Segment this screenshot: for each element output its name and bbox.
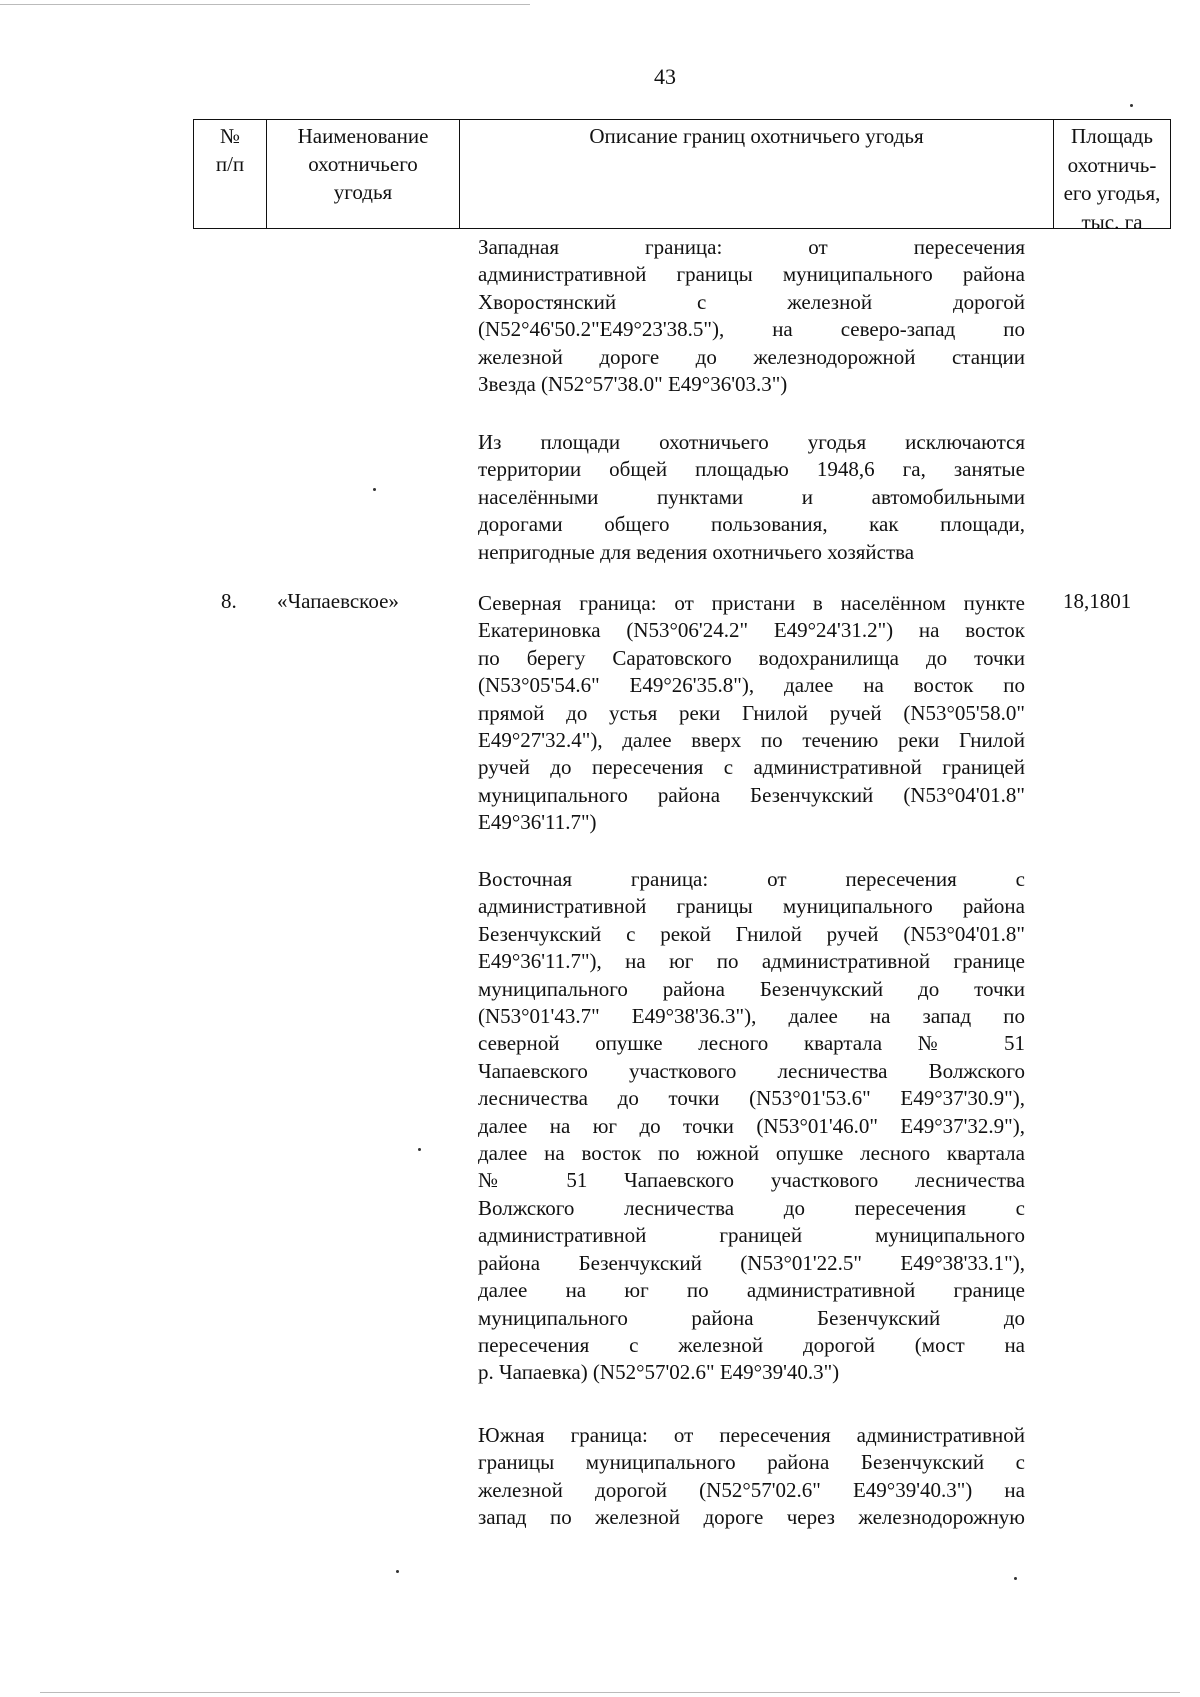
text-line: района Безенчукский (N53°01'22.5" E49°38'33.1"), bbox=[478, 1250, 1025, 1275]
text-line: по берегу Саратовского водохранилища до точки bbox=[478, 645, 1025, 670]
text-line: Южная граница: от пересечения административной bbox=[478, 1423, 1025, 1447]
text-line: Волжского лесничества до пересечения с bbox=[478, 1195, 1025, 1220]
text-line: далее на юг до точки (N53°01'46.0" E49°37'32.9"), bbox=[478, 1113, 1025, 1138]
text-line: дорогами общего пользования, как площади, bbox=[478, 512, 1025, 537]
scan-artifact-top bbox=[0, 4, 530, 5]
text-line: административной границы муниципального района bbox=[478, 894, 1025, 919]
text-line: (N53°01'43.7" E49°38'36.3"), далее на запад по bbox=[478, 1004, 1025, 1029]
text-line: Безенчукский с рекой Гнилой ручей (N53°04'01.8" bbox=[478, 921, 1025, 946]
text-line: далее на восток по южной опушке лесного квартала bbox=[478, 1141, 1025, 1166]
text-line: Звезда (N52°57'38.0" E49°36'03.3") bbox=[478, 372, 788, 397]
text-line: (N53°05'54.6" E49°26'35.8"), далее на восток по bbox=[478, 673, 1025, 698]
text-line: территории общей площадью 1948,6 га, занятые bbox=[478, 457, 1025, 482]
boundary-north-paragraph bbox=[478, 590, 1025, 837]
text-line: E49°36'11.7"), на юг по административной границе bbox=[478, 949, 1025, 974]
scan-speck bbox=[373, 488, 376, 491]
table-header bbox=[193, 119, 1171, 234]
header-col-description bbox=[459, 120, 1053, 228]
text-line: железной дороге до железнодорожной станции bbox=[478, 344, 1025, 369]
header-col-number bbox=[194, 120, 266, 228]
text-line: Восточная граница: от пересечения с bbox=[478, 867, 1025, 891]
boundary-south-paragraph bbox=[478, 1422, 1025, 1532]
header-text: его угодья, bbox=[1063, 181, 1161, 205]
text-line: муниципального района Безенчукский (N53°04'01.8" bbox=[478, 782, 1025, 807]
row-number: 8. bbox=[221, 589, 237, 613]
text-line: (N52°46'50.2"E49°23'38.5"), на северо-запад по bbox=[478, 317, 1025, 342]
text-line: административной границы муниципального района bbox=[478, 262, 1025, 287]
text-line: границы муниципального района Безенчукский с bbox=[478, 1450, 1025, 1475]
text-line: пересечения с железной дорогой (мост на bbox=[478, 1332, 1025, 1357]
header-text: охотничь- bbox=[1067, 152, 1157, 177]
text-line: административной границей муниципального bbox=[478, 1223, 1025, 1248]
header-text: Площадь bbox=[1071, 124, 1153, 148]
text-line: муниципального района Безенчукский до точки bbox=[478, 976, 1025, 1001]
header-text: охотничьего bbox=[308, 152, 418, 176]
header-text: угодья bbox=[333, 180, 393, 204]
header-col-area bbox=[1053, 120, 1170, 234]
text-line: прямой до устья реки Гнилой ручей (N53°05'58.0" bbox=[478, 700, 1025, 725]
text-line: железной дорогой (N52°57'02.6" E49°39'40.3") на bbox=[478, 1477, 1025, 1502]
text-line: лесничества до точки (N53°01'53.6" E49°37'30.9"), bbox=[478, 1086, 1025, 1111]
scan-speck bbox=[1130, 104, 1133, 107]
header-text: тыс. га bbox=[1081, 209, 1143, 234]
text-line: населёнными пунктами и автомобильными bbox=[478, 484, 1025, 509]
scan-artifact-bottom bbox=[40, 1692, 1180, 1693]
text-line: далее на юг по административной границе bbox=[478, 1278, 1025, 1303]
scan-speck bbox=[396, 1570, 399, 1573]
boundary-west-paragraph bbox=[478, 234, 1025, 398]
text-line: Чапаевского участкового лесничества Волжского bbox=[478, 1058, 1025, 1083]
text-line: р. Чапаевка) (N52°57'02.6" E49°39'40.3") bbox=[478, 1360, 840, 1385]
text-line: Хворостянский с железной дорогой bbox=[478, 289, 1025, 314]
text-line: ручей до пересечения с административной границей bbox=[478, 755, 1025, 780]
text-line: Екатериновка (N53°06'24.2" E49°24'31.2") на восток bbox=[478, 618, 1025, 643]
scan-speck bbox=[418, 1148, 421, 1151]
boundary-east-paragraph bbox=[478, 866, 1025, 1387]
text-line: Западная граница: от пересечения bbox=[478, 235, 1025, 259]
text-line: муниципального района Безенчукский до bbox=[478, 1305, 1025, 1330]
header-col-name bbox=[266, 120, 459, 228]
text-line: № 51 Чапаевского участкового лесничества bbox=[478, 1168, 1025, 1193]
header-text: Наименование bbox=[297, 124, 429, 148]
text-line: запад по железной дороге через железнодорожную bbox=[478, 1505, 1025, 1530]
header-text: п/п bbox=[215, 152, 245, 176]
text-line: Северная граница: от пристани в населённом пункте bbox=[478, 591, 1025, 615]
text-line: E49°36'11.7") bbox=[478, 810, 597, 835]
page-number: 43 bbox=[654, 64, 676, 89]
header-text: Описание границ охотничьего угодья bbox=[589, 124, 924, 148]
scan-speck bbox=[1014, 1577, 1017, 1580]
exclusion-paragraph bbox=[478, 429, 1025, 566]
text-line: E49°27'32.4"), далее вверх по течению реки Гнилой bbox=[478, 728, 1025, 753]
text-line: северной опушке лесного квартала № 51 bbox=[478, 1031, 1025, 1056]
text-line: непригодные для ведения охотничьего хозяйства bbox=[478, 539, 915, 564]
text-line: Из площади охотничьего угодья исключаются bbox=[478, 430, 1025, 454]
hunting-ground-name: «Чапаевское» bbox=[277, 589, 399, 613]
hunting-ground-area: 18,1801 bbox=[1063, 589, 1132, 613]
header-text: № bbox=[219, 124, 241, 148]
